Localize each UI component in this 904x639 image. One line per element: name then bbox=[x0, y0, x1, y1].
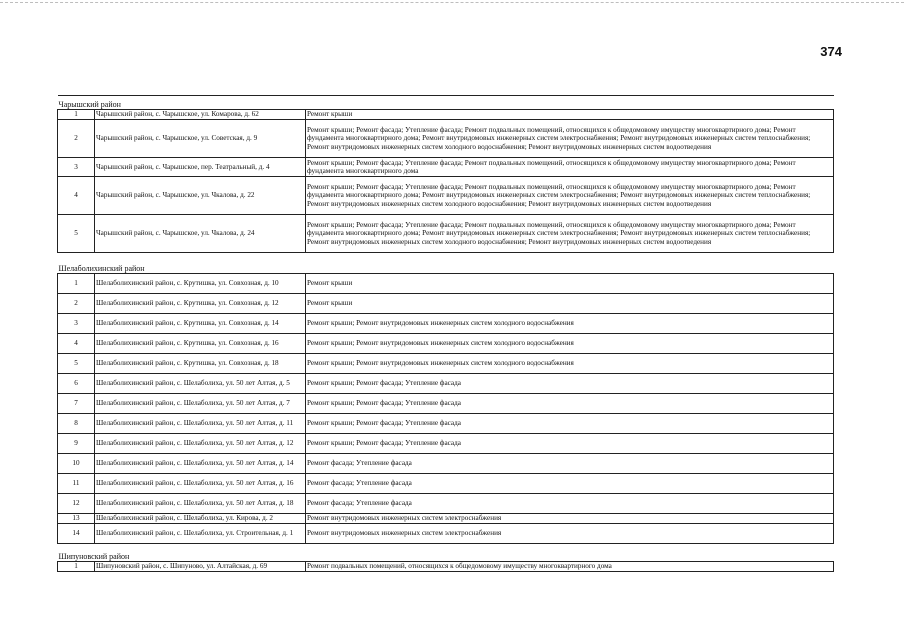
row-number-cell: 3 bbox=[58, 314, 95, 334]
row-number-cell: 4 bbox=[58, 177, 95, 215]
works-cell: Ремонт фасада; Утепление фасада bbox=[306, 474, 834, 494]
table-row bbox=[58, 494, 834, 514]
page-number: 374 bbox=[820, 44, 842, 59]
address-cell: Шелаболихинский район, с. Шелаболиха, ул. Строительная, д. 1 bbox=[95, 524, 306, 544]
address-cell: Шелаболихинский район, с. Шелаболиха, ул. 50 лет Алтая, д. 5 bbox=[95, 374, 306, 394]
district-name: Чарышский район bbox=[58, 96, 834, 110]
address-cell: Чарышский район, с. Чарышское, ул. Советская, д. 9 bbox=[95, 120, 306, 158]
table-row bbox=[58, 434, 834, 454]
address-cell: Чарышский район, с. Чарышское, ул. Чкалова, д. 24 bbox=[95, 215, 306, 253]
row-number-cell: 14 bbox=[58, 524, 95, 544]
works-cell: Ремонт крыши; Ремонт внутридомовых инженерных систем холодного водоснабжения bbox=[306, 314, 834, 334]
address-cell: Шелаболихинский район, с. Шелаболиха, ул. 50 лет Алтая, д. 16 bbox=[95, 474, 306, 494]
row-number-cell: 7 bbox=[58, 394, 95, 414]
address-cell: Шелаболихинский район, с. Шелаболиха, ул. 50 лет Алтая, д. 18 bbox=[95, 494, 306, 514]
table-row bbox=[58, 454, 834, 474]
address-cell: Шелаболихинский район, с. Шелаболиха, ул. 50 лет Алтая, д. 12 bbox=[95, 434, 306, 454]
table-row bbox=[58, 110, 834, 120]
row-number-cell: 4 bbox=[58, 334, 95, 354]
row-number-cell: 1 bbox=[58, 110, 95, 120]
address-cell: Шелаболихинский район, с. Крутишка, ул. Совхозная, д. 18 bbox=[95, 354, 306, 374]
table-row bbox=[58, 158, 834, 177]
district-header-row bbox=[58, 253, 834, 274]
address-cell: Шелаболихинский район, с. Шелаболиха, ул. 50 лет Алтая, д. 7 bbox=[95, 394, 306, 414]
works-cell: Ремонт крыши bbox=[306, 110, 834, 120]
address-cell: Шелаболихинский район, с. Крутишка, ул. Совхозная, д. 10 bbox=[95, 274, 306, 294]
works-cell: Ремонт крыши; Ремонт внутридомовых инженерных систем холодного водоснабжения bbox=[306, 354, 834, 374]
works-cell: Ремонт крыши; Ремонт фасада; Утепление фасада; Ремонт подвальных помещений, относящихся к общедомовому имуществу многоквартирного дома; Ремонт фундамента многоквартирного дома bbox=[306, 158, 834, 177]
scan-artifact-line bbox=[0, 2, 904, 3]
row-number-cell: 1 bbox=[58, 274, 95, 294]
works-cell: Ремонт крыши; Ремонт фасада; Утепление фасада bbox=[306, 374, 834, 394]
table-row bbox=[58, 120, 834, 158]
table-row bbox=[58, 562, 834, 572]
row-number-cell: 5 bbox=[58, 354, 95, 374]
table-row bbox=[58, 414, 834, 434]
table-row bbox=[58, 294, 834, 314]
table-row bbox=[58, 274, 834, 294]
district-name: Шелаболихинский район bbox=[58, 253, 834, 274]
works-cell: Ремонт фасада; Утепление фасада bbox=[306, 454, 834, 474]
row-number-cell: 5 bbox=[58, 215, 95, 253]
table-body bbox=[58, 96, 834, 572]
works-cell: Ремонт крыши bbox=[306, 294, 834, 314]
table-row bbox=[58, 474, 834, 494]
works-cell: Ремонт крыши; Ремонт фасада; Утепление фасада bbox=[306, 434, 834, 454]
table-row bbox=[58, 514, 834, 524]
address-cell: Чарышский район, с. Чарышское, ул. Комарова, д. 62 bbox=[95, 110, 306, 120]
table-row bbox=[58, 177, 834, 215]
row-number-cell: 6 bbox=[58, 374, 95, 394]
row-number-cell: 10 bbox=[58, 454, 95, 474]
row-number-cell: 2 bbox=[58, 120, 95, 158]
address-cell: Шелаболихинский район, с. Крутишка, ул. Совхозная, д. 14 bbox=[95, 314, 306, 334]
address-cell: Шелаболихинский район, с. Шелаболиха, ул. 50 лет Алтая, д. 14 bbox=[95, 454, 306, 474]
table-row bbox=[58, 374, 834, 394]
row-number-cell: 1 bbox=[58, 562, 95, 572]
address-cell: Шелаболихинский район, с. Шелаболиха, ул. Кирова, д. 2 bbox=[95, 514, 306, 524]
address-cell: Чарышский район, с. Чарышское, ул. Чкалова, д. 22 bbox=[95, 177, 306, 215]
works-cell: Ремонт фасада; Утепление фасада bbox=[306, 494, 834, 514]
works-cell: Ремонт подвальных помещений, относящихся к общедомовому имуществу многоквартирного дома bbox=[306, 562, 834, 572]
row-number-cell: 3 bbox=[58, 158, 95, 177]
address-cell: Шелаболихинский район, с. Крутишка, ул. Совхозная, д. 12 bbox=[95, 294, 306, 314]
table-row bbox=[58, 354, 834, 374]
table-row bbox=[58, 314, 834, 334]
works-cell: Ремонт крыши; Ремонт фасада; Утепление фасада; Ремонт подвальных помещений, относящихся к общедомовому имуществу многоквартирного дома; Ремонт фундамента многоквартирного дома; Ремонт внутридомовых инженерных систем электроснабжения; Ремонт внутридомовых инженерных систем теплоснабжения; Ремонт внутридомовых инженерных систем холодного водоснабжения; Ремонт внутридомовых инженерных систем водоотведения bbox=[306, 215, 834, 253]
row-number-cell: 13 bbox=[58, 514, 95, 524]
row-number-cell: 12 bbox=[58, 494, 95, 514]
district-name: Шипуновский район bbox=[58, 544, 834, 562]
row-number-cell: 9 bbox=[58, 434, 95, 454]
address-cell: Шелаболихинский район, с. Крутишка, ул. Совхозная, д. 16 bbox=[95, 334, 306, 354]
works-cell: Ремонт крыши; Ремонт фасада; Утепление фасада; Ремонт подвальных помещений, относящихся к общедомовому имуществу многоквартирного дома; Ремонт фундамента многоквартирного дома; Ремонт внутридомовых инженерных систем электроснабжения; Ремонт внутридомовых инженерных систем теплоснабжения; Ремонт внутридомовых инженерных систем холодного водоснабжения; Ремонт внутридомовых инженерных систем водоотведения bbox=[306, 177, 834, 215]
table-row bbox=[58, 215, 834, 253]
repair-works-table bbox=[57, 95, 834, 572]
address-cell: Чарышский район, с. Чарышское, пер. Театральный, д. 4 bbox=[95, 158, 306, 177]
table-row bbox=[58, 334, 834, 354]
works-cell: Ремонт внутридомовых инженерных систем электроснабжения bbox=[306, 514, 834, 524]
district-header-row bbox=[58, 544, 834, 562]
district-header-row bbox=[58, 96, 834, 110]
table-row bbox=[58, 394, 834, 414]
row-number-cell: 11 bbox=[58, 474, 95, 494]
works-cell: Ремонт крыши; Ремонт внутридомовых инженерных систем холодного водоснабжения bbox=[306, 334, 834, 354]
row-number-cell: 8 bbox=[58, 414, 95, 434]
works-cell: Ремонт крыши bbox=[306, 274, 834, 294]
works-cell: Ремонт крыши; Ремонт фасада; Утепление фасада bbox=[306, 414, 834, 434]
row-number-cell: 2 bbox=[58, 294, 95, 314]
works-cell: Ремонт крыши; Ремонт фасада; Утепление фасада; Ремонт подвальных помещений, относящихся к общедомовому имуществу многоквартирного дома; Ремонт фундамента многоквартирного дома; Ремонт внутридомовых инженерных систем электроснабжения; Ремонт внутридомовых инженерных систем теплоснабжения; Ремонт внутридомовых инженерных систем холодного водоснабжения; Ремонт внутридомовых инженерных систем водоотведения bbox=[306, 120, 834, 158]
works-cell: Ремонт крыши; Ремонт фасада; Утепление фасада bbox=[306, 394, 834, 414]
address-cell: Шипуновский район, с. Шипуново, ул. Алтайская, д. 69 bbox=[95, 562, 306, 572]
table-row bbox=[58, 524, 834, 544]
works-cell: Ремонт внутридомовых инженерных систем электроснабжения bbox=[306, 524, 834, 544]
address-cell: Шелаболихинский район, с. Шелаболиха, ул. 50 лет Алтая, д. 11 bbox=[95, 414, 306, 434]
